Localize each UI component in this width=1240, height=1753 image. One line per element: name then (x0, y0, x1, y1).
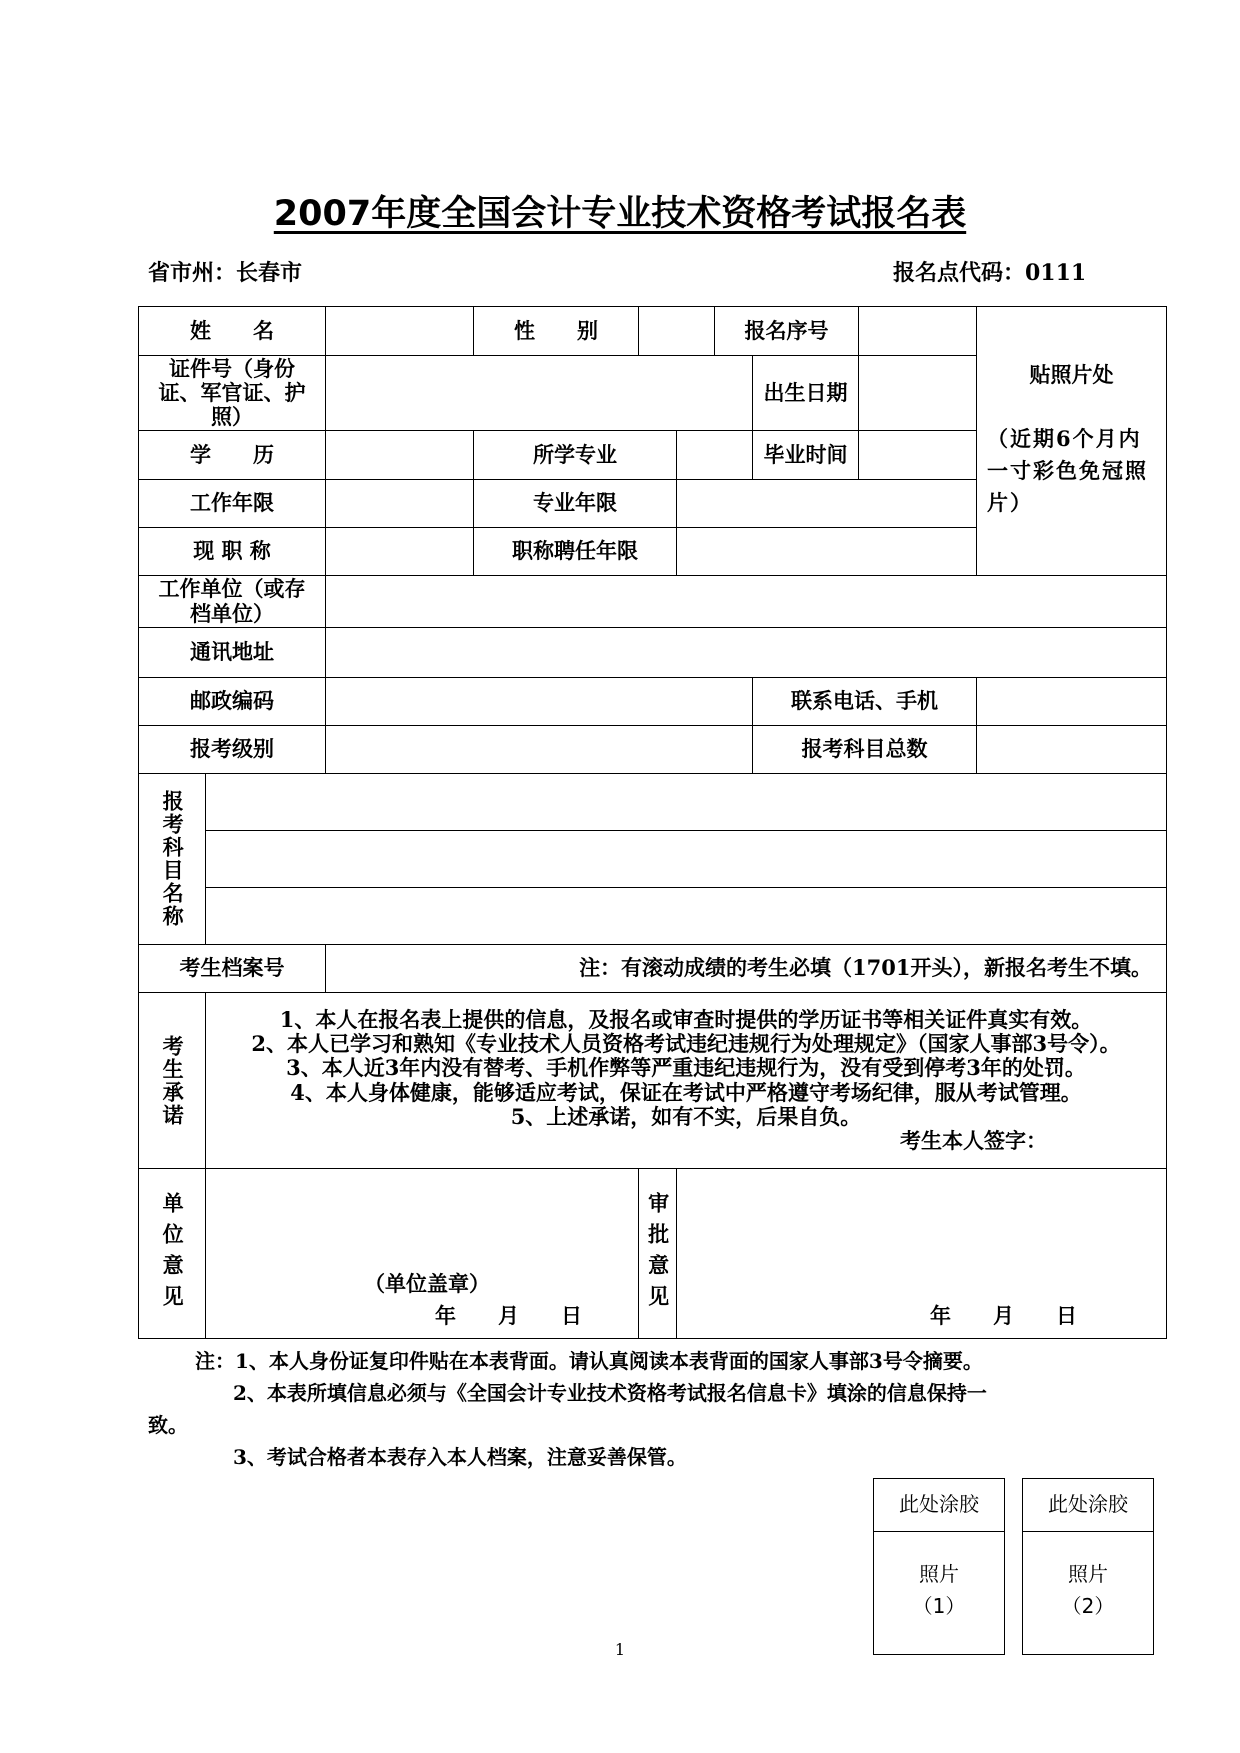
glue-label: 此处涂胶 (1023, 1479, 1153, 1532)
title-years-label: 职称聘任年限 (474, 528, 677, 576)
photo-area[interactable] (977, 307, 1167, 576)
postcode-field[interactable] (326, 678, 753, 726)
birth-label: 出生日期 (753, 356, 859, 431)
title-years-field[interactable] (677, 528, 977, 576)
photo-number: （2） (1061, 1594, 1115, 1618)
pledge-block (206, 993, 1167, 1169)
subject-field-2[interactable] (206, 831, 1167, 888)
unit-opinion-field[interactable] (206, 1169, 639, 1339)
pledge-item: 3、本人近3年内没有替考、手机作弊等严重违纪违规行为，没有受到停考3年的处罚。 (286, 1055, 1086, 1081)
name-label: 姓 名 (139, 307, 326, 356)
region-label: 省市州：长春市 (148, 260, 303, 286)
subjects-label: 报考科目名称 (139, 774, 206, 945)
photo-title: 贴照片处 (1029, 362, 1114, 387)
pro-years-field[interactable] (677, 480, 977, 528)
education-label: 学 历 (139, 431, 326, 480)
photo-label: 照片 (1068, 1562, 1108, 1586)
archive-no-field[interactable] (326, 945, 1167, 993)
approval-date: 年 月 日 (930, 1302, 1077, 1328)
work-years-label: 工作年限 (139, 480, 326, 528)
birth-field[interactable] (859, 356, 977, 431)
page-title: 2007年度全国会计专业技术资格考试报名表 (273, 194, 967, 234)
id-no-field[interactable] (326, 356, 753, 431)
signature-label[interactable]: 考生本人签字： (900, 1127, 1047, 1153)
grad-time-label: 毕业时间 (753, 431, 859, 480)
employer-field[interactable] (326, 576, 1167, 628)
approval-label: 审批意见 (639, 1169, 677, 1339)
glue-label: 此处涂胶 (874, 1479, 1004, 1532)
employer-label: 工作单位（或存档单位） (139, 576, 326, 628)
reg-no-field[interactable] (859, 307, 977, 356)
subject-count-label: 报考科目总数 (753, 726, 977, 774)
reg-no-label: 报名序号 (715, 307, 859, 356)
grad-time-field[interactable] (859, 431, 977, 480)
title-now-label: 现 职 称 (139, 528, 326, 576)
registration-form (138, 306, 1167, 1339)
id-no-label: 证件号（身份证、军官证、护照） (139, 356, 326, 431)
unit-date: 年 月 日 (435, 1302, 582, 1328)
gender-field[interactable] (639, 307, 715, 356)
subject-field-1[interactable] (206, 774, 1167, 831)
pledge-item: 5、上述承诺，如有不实，后果自负。 (510, 1103, 862, 1129)
photo-label: 照片 (919, 1562, 959, 1586)
phone-label: 联系电话、手机 (753, 678, 977, 726)
education-field[interactable] (326, 431, 474, 480)
pledge-item: 2、本人已学习和熟知《专业技术人员资格考试违纪违规行为处理规定》（国家人事部3号令）。 (251, 1031, 1121, 1057)
address-label: 通讯地址 (139, 628, 326, 678)
address-field[interactable] (326, 628, 1167, 678)
subject-count-field[interactable] (977, 726, 1167, 774)
pledge-item: 4、本人身体健康，能够适应考试，保证在考试中严格遵守考场纪律，服从考试管理。 (290, 1079, 1082, 1105)
major-label: 所学专业 (474, 431, 677, 480)
name-field[interactable] (326, 307, 474, 356)
subject-field-3[interactable] (206, 888, 1167, 945)
page-number: 1 (614, 1640, 626, 1659)
glue-box-1[interactable] (873, 1478, 1005, 1655)
glue-box-2[interactable] (1022, 1478, 1154, 1655)
title-now-field[interactable] (326, 528, 474, 576)
photo-note: （近期6个月内一寸彩色免冠照片） (987, 426, 1149, 516)
gender-label: 性 别 (474, 307, 639, 356)
major-field[interactable] (677, 431, 753, 480)
note-1: 注：1、本人身份证复印件贴在本表背面。请认真阅读本表背面的国家人事部3号令摘要。 (195, 1349, 983, 1373)
notes (148, 1345, 1108, 1473)
level-field[interactable] (326, 726, 753, 774)
pledge-item: 1、本人在报名表上提供的信息，及报名或审查时提供的学历证书等相关证件真实有效。 (279, 1007, 1093, 1033)
note-3: 3、考试合格者本表存入本人档案，注意妥善保管。 (233, 1445, 687, 1469)
level-label: 报考级别 (139, 726, 326, 774)
approval-field[interactable] (677, 1169, 1167, 1339)
pledge-label: 考生承诺 (139, 993, 206, 1169)
archive-note: 注：有滚动成绩的考生必填（1701开头），新报名考生不填。 (579, 955, 1153, 981)
unit-seal-label: （单位盖章） (364, 1270, 490, 1296)
note-2: 2、本表所填信息必须与《全国会计专业技术资格考试报名信息卡》填涂的信息保持一 (233, 1381, 987, 1405)
unit-opinion-label: 单位意见 (139, 1169, 206, 1339)
work-years-field[interactable] (326, 480, 474, 528)
pro-years-label: 专业年限 (474, 480, 677, 528)
phone-field[interactable] (977, 678, 1167, 726)
archive-no-label: 考生档案号 (139, 945, 326, 993)
site-code-label: 报名点代码：0111 (893, 260, 1087, 286)
photo-number: （1） (912, 1594, 966, 1618)
note-2-cont: 致。 (148, 1413, 188, 1437)
postcode-label: 邮政编码 (139, 678, 326, 726)
